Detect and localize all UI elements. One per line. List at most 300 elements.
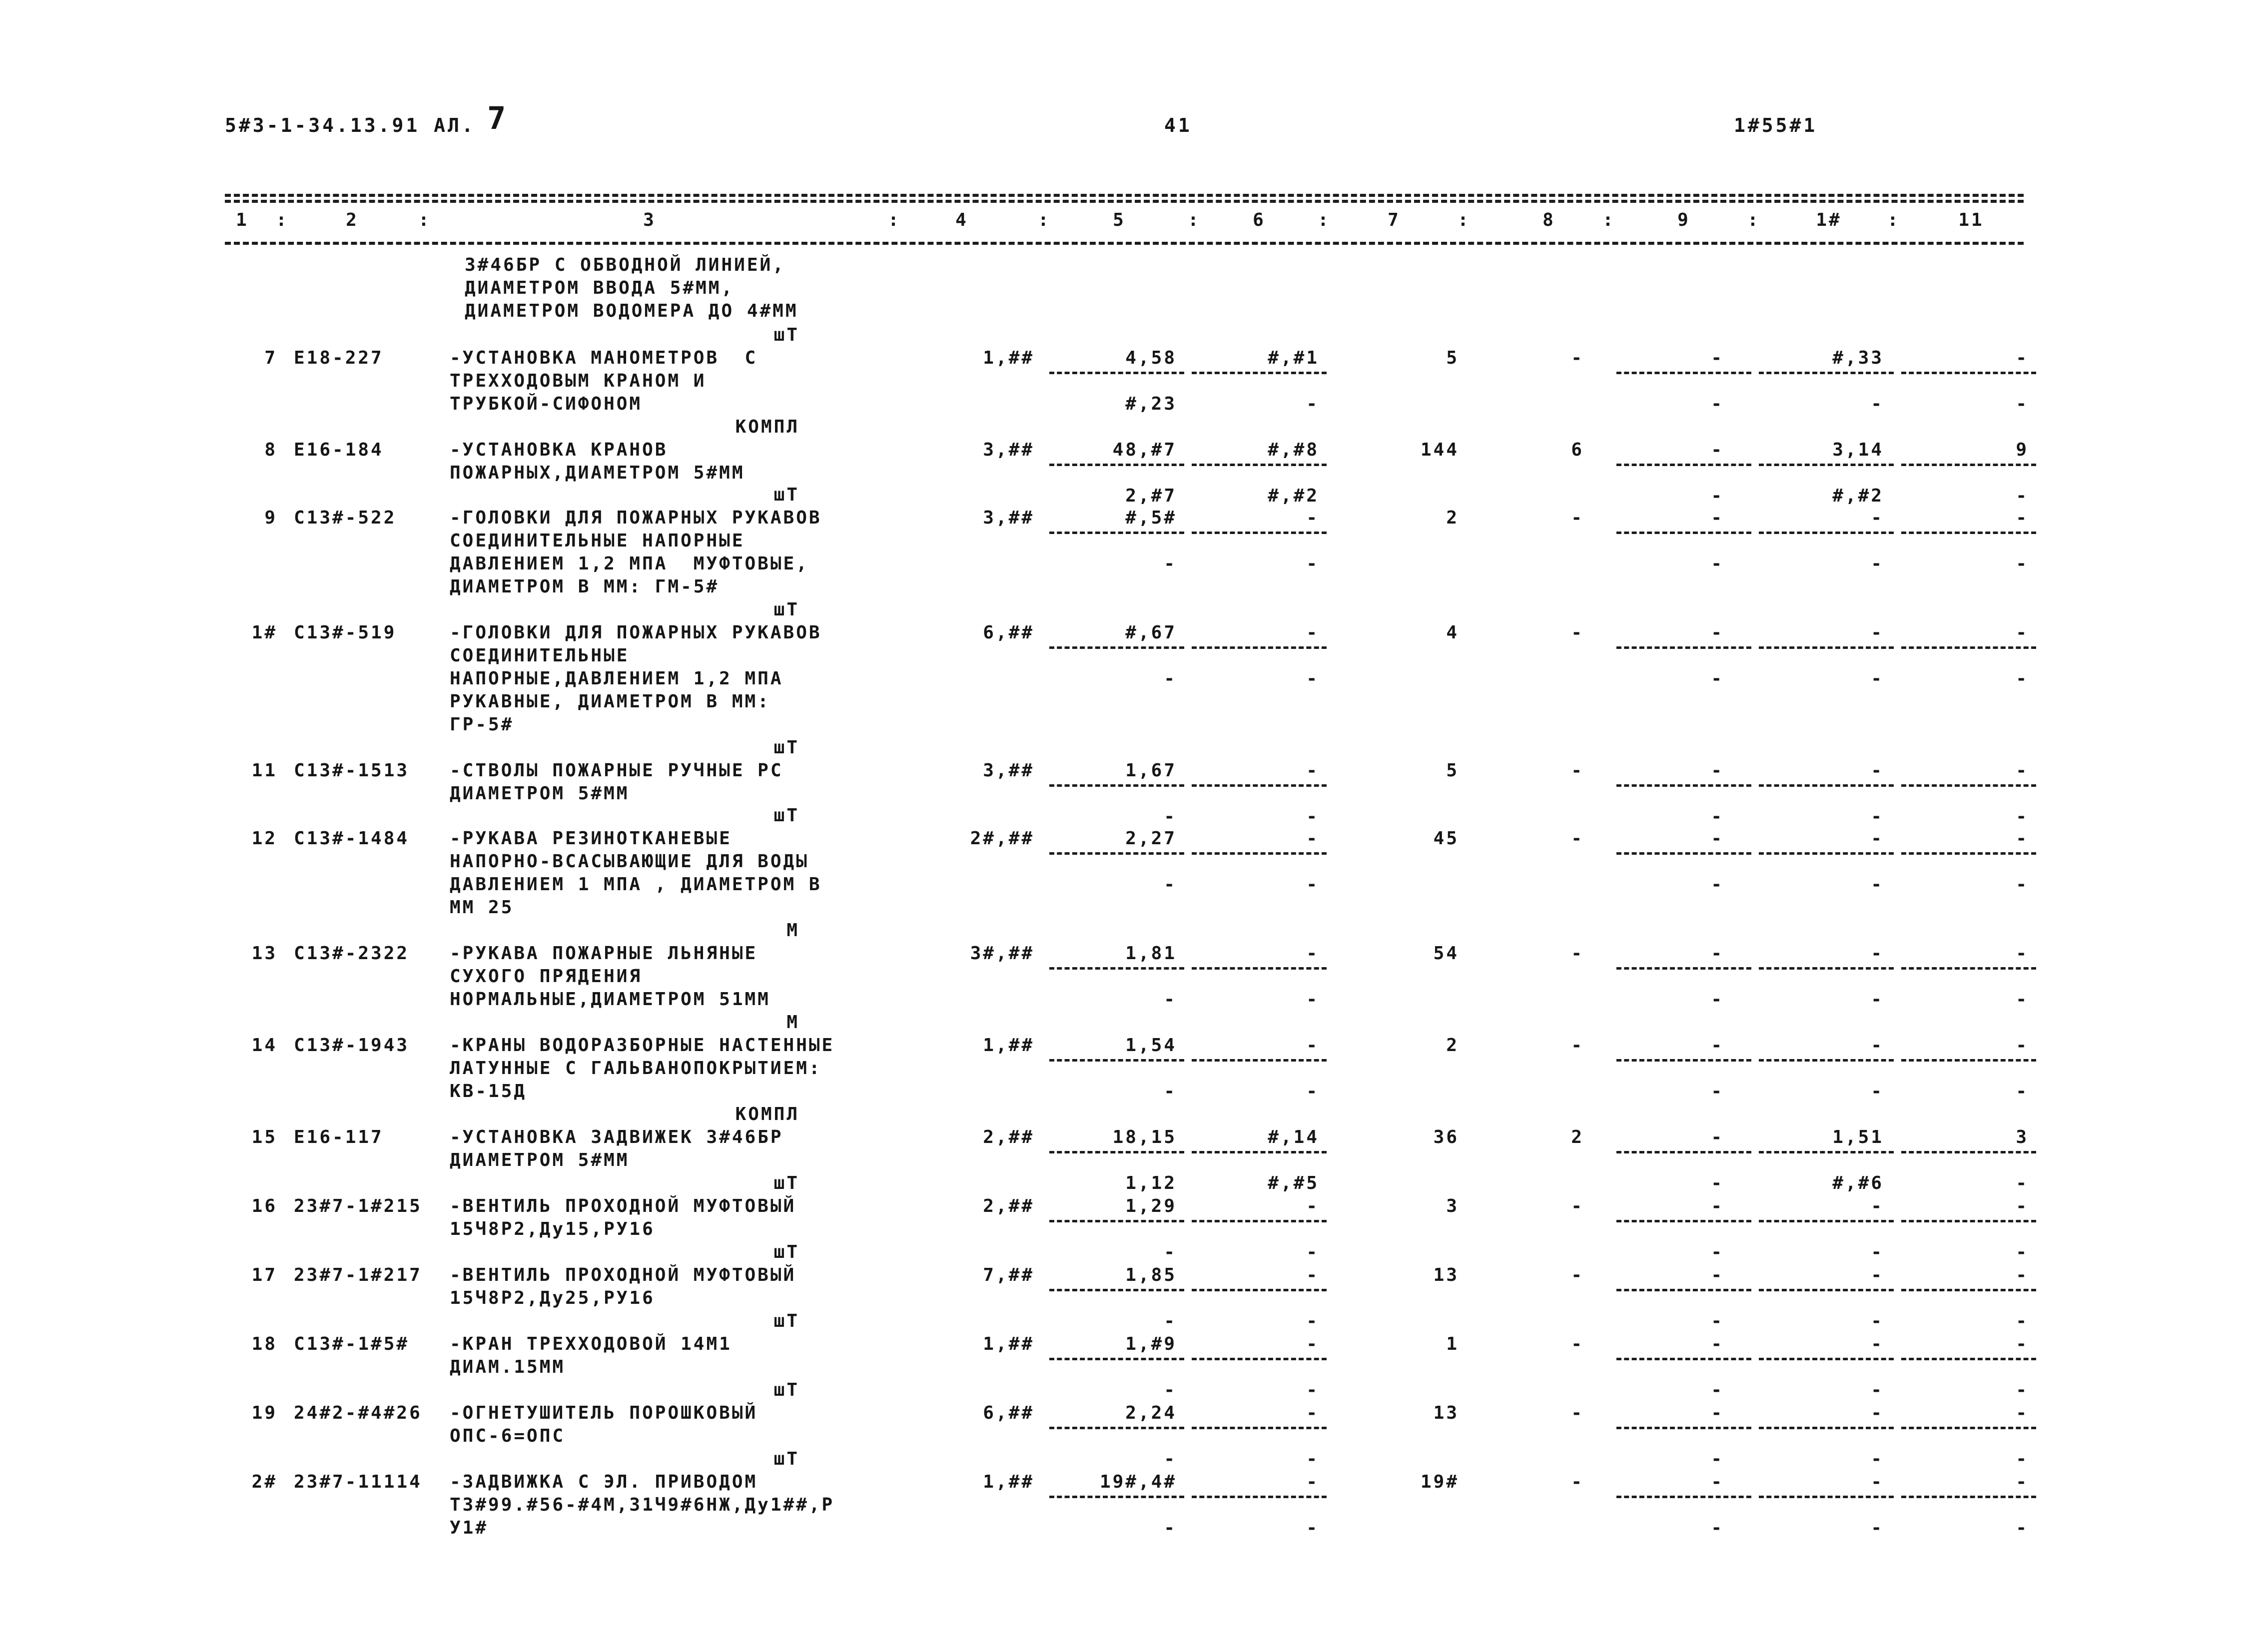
col9-value-second: - xyxy=(1711,486,1724,506)
col7-value: 3 xyxy=(1446,1196,1459,1216)
col6-value: - xyxy=(1306,1196,1319,1216)
item-description-line: РУКАВНЫЕ, ДИАМЕТРОМ В ММ: xyxy=(450,691,770,712)
column-separator: : xyxy=(418,210,431,230)
col10-value: - xyxy=(1871,1334,1884,1354)
norm-code: C13#-1484 xyxy=(294,828,410,849)
col10-value: - xyxy=(1871,1265,1884,1285)
col8-value: - xyxy=(1571,348,1584,368)
column-separator: : xyxy=(1458,210,1471,230)
col5-value-second: - xyxy=(1164,874,1177,895)
item-description-line: -УСТАНОВКА МАНОМЕТРОВ С xyxy=(450,348,758,368)
col6-value: - xyxy=(1306,622,1319,643)
col6-value-second: - xyxy=(1306,1380,1319,1400)
cell-separator xyxy=(1901,1059,2036,1062)
row-number: 18 xyxy=(251,1334,277,1354)
item-description-line: -ОГНЕТУШИТЕЛЬ ПОРОШКОВЫЙ xyxy=(450,1403,758,1423)
col6-value-second: - xyxy=(1306,1449,1319,1469)
column-header-7: 7 xyxy=(1388,210,1401,230)
cell-separator xyxy=(1616,464,1751,466)
col8-value: - xyxy=(1571,1265,1584,1285)
col5-value-second: - xyxy=(1164,668,1177,689)
column-header-5: 5 xyxy=(1113,210,1126,230)
cell-separator xyxy=(1759,1496,1894,1498)
col9-value-second: - xyxy=(1711,1242,1724,1262)
cell-separator xyxy=(1616,372,1751,374)
item-description-line: -РУКАВА ПОЖАРНЫЕ ЛЬНЯНЫЕ xyxy=(450,943,758,964)
unit-label: шТ xyxy=(773,805,799,826)
col9-value: - xyxy=(1711,1265,1724,1285)
cell-separator xyxy=(1616,1427,1751,1429)
row-number: 9 xyxy=(264,508,277,528)
col10-value-second: - xyxy=(1871,1242,1884,1262)
cell-separator xyxy=(1049,1427,1184,1429)
continuation-line: ДИАМЕТРОМ ВОДОМЕРА ДО 4#ММ xyxy=(465,301,798,321)
row-number: 7 xyxy=(264,348,277,368)
item-description-line: ТРЕХХОДОВЫМ КРАНОМ И xyxy=(450,371,707,391)
norm-code: E16-117 xyxy=(294,1127,384,1147)
col5-value-second: - xyxy=(1164,806,1177,827)
col9-value-second: - xyxy=(1711,668,1724,689)
col7-value: 1 xyxy=(1446,1334,1459,1354)
row-number: 15 xyxy=(251,1127,277,1147)
col11-value: - xyxy=(2016,622,2029,643)
cell-separator xyxy=(1616,1151,1751,1153)
cell-separator xyxy=(1759,1220,1894,1222)
item-description-line: ДАВЛЕНИЕМ 1 МПА , ДИАМЕТРОМ В xyxy=(450,874,822,895)
col11-value-second: - xyxy=(2016,1449,2029,1469)
cell-separator xyxy=(1901,1358,2036,1360)
row-number: 2# xyxy=(251,1472,277,1492)
norm-code: C13#-522 xyxy=(294,508,397,528)
quantity: 3,## xyxy=(983,508,1034,528)
col10-value: #,33 xyxy=(1832,348,1884,368)
col10-value: - xyxy=(1871,1196,1884,1216)
row-number: 17 xyxy=(251,1265,277,1285)
item-description-line: 15Ч8Р2,Ду25,РУ16 xyxy=(450,1288,655,1308)
item-description-line: ТРУБКОЙ-СИФОНОМ xyxy=(450,394,643,414)
cell-separator xyxy=(1901,1427,2036,1429)
item-description-line: ДИАМ.15ММ xyxy=(450,1357,566,1377)
cell-separator xyxy=(1192,967,1327,970)
norm-code: C13#-2322 xyxy=(294,943,410,964)
col5-value: 1,29 xyxy=(1125,1196,1177,1216)
col5-value-second: - xyxy=(1164,1380,1177,1400)
col9-value-second: - xyxy=(1711,989,1724,1010)
col5-value-second: - xyxy=(1164,1081,1177,1101)
col11-value: - xyxy=(2016,1472,2029,1492)
unit-label: КОМПЛ xyxy=(735,1104,799,1124)
col11-value: 9 xyxy=(2016,440,2029,460)
col5-value: 1,81 xyxy=(1125,943,1177,964)
unit-label: шТ xyxy=(773,1380,799,1400)
cell-separator xyxy=(1616,852,1751,855)
row-number: 16 xyxy=(251,1196,277,1216)
col8-value: - xyxy=(1571,1403,1584,1423)
col5-value: 1,#9 xyxy=(1125,1334,1177,1354)
doc-code: 5#3-1-34.13.91 АЛ. xyxy=(225,114,476,136)
column-header-9: 9 xyxy=(1677,210,1690,230)
col7-value: 36 xyxy=(1433,1127,1459,1147)
cell-separator xyxy=(1616,532,1751,534)
col5-value: #,5# xyxy=(1125,508,1177,528)
col7-value: 5 xyxy=(1446,760,1459,781)
col5-value-second: - xyxy=(1164,1518,1177,1538)
cell-separator xyxy=(1759,1151,1894,1153)
cell-separator xyxy=(1616,1496,1751,1498)
cell-separator xyxy=(1192,1151,1327,1153)
cell-separator xyxy=(1049,1151,1184,1153)
col6-value: #,14 xyxy=(1268,1127,1319,1147)
cell-separator xyxy=(1901,1289,2036,1291)
column-header-3: 3 xyxy=(643,210,656,230)
norm-code: C13#-1943 xyxy=(294,1035,410,1056)
col11-value: - xyxy=(2016,508,2029,528)
col5-value-second: #,23 xyxy=(1125,394,1177,414)
col11-value-second: - xyxy=(2016,668,2029,689)
col9-value: - xyxy=(1711,1196,1724,1216)
col5-value-second: - xyxy=(1164,989,1177,1010)
item-description-line: ДИАМЕТРОМ В ММ: ГМ-5# xyxy=(450,576,720,597)
cell-separator xyxy=(1759,464,1894,466)
cell-separator xyxy=(1192,372,1327,374)
col5-value: 1,85 xyxy=(1125,1265,1177,1285)
col10-value-second: - xyxy=(1871,1449,1884,1469)
item-description-line: ЛАТУННЫЕ С ГАЛЬВАНОПОКРЫТИЕМ: xyxy=(450,1058,822,1079)
item-description-line: Т3#99.#56-#4М,31Ч9#6НЖ,Ду1##,Р xyxy=(450,1495,835,1515)
table-top-rule xyxy=(225,194,2024,197)
col5-value: 1,67 xyxy=(1125,760,1177,781)
cell-separator xyxy=(1049,1289,1184,1291)
col10-value: - xyxy=(1871,760,1884,781)
col6-value-second: - xyxy=(1306,806,1319,827)
cell-separator xyxy=(1192,1496,1327,1498)
cell-separator xyxy=(1616,967,1751,970)
col6-value-second: - xyxy=(1306,1242,1319,1262)
col5-value: 4,58 xyxy=(1125,348,1177,368)
col9-value: - xyxy=(1711,943,1724,964)
col11-value: - xyxy=(2016,1265,2029,1285)
column-separator: : xyxy=(888,210,901,230)
cell-separator xyxy=(1192,1289,1327,1291)
col10-value: - xyxy=(1871,828,1884,849)
continuation-line: 3#46БР С ОБВОДНОЙ ЛИНИЕЙ, xyxy=(465,255,785,275)
col11-value-second: - xyxy=(2016,394,2029,414)
col7-value: 19# xyxy=(1420,1472,1459,1492)
cell-separator xyxy=(1616,646,1751,649)
column-separator: : xyxy=(1887,210,1900,230)
col7-value: 4 xyxy=(1446,622,1459,643)
item-description-line: СОЕДИНИТЕЛЬНЫЕ xyxy=(450,645,630,666)
item-description-line: -КРАН ТРЕХХОДОВОЙ 14М1 xyxy=(450,1334,732,1354)
col9-value: - xyxy=(1711,622,1724,643)
col9-value: - xyxy=(1711,348,1724,368)
cell-separator xyxy=(1759,784,1894,787)
item-description-line: ММ 25 xyxy=(450,897,514,918)
unit-label: шТ xyxy=(773,1173,799,1193)
col6-value: - xyxy=(1306,1403,1319,1423)
cell-separator xyxy=(1616,784,1751,787)
col6-value-second: #,#5 xyxy=(1268,1173,1319,1193)
col11-value-second: - xyxy=(2016,1518,2029,1538)
item-description-line: ОПС-6=ОПС xyxy=(450,1426,566,1446)
col7-value: 144 xyxy=(1420,440,1459,460)
item-description-line: У1# xyxy=(450,1518,489,1538)
item-description-line: НАПОРНО-ВСАСЫВАЮЩИЕ ДЛЯ ВОДЫ xyxy=(450,851,809,872)
continuation-line: ДИАМЕТРОМ ВВОДА 5#ММ, xyxy=(465,278,735,298)
col8-value: - xyxy=(1571,828,1584,849)
col5-value: 18,15 xyxy=(1112,1127,1177,1147)
col11-value: - xyxy=(2016,1035,2029,1056)
col11-value-second: - xyxy=(2016,486,2029,506)
col8-value: 6 xyxy=(1571,440,1584,460)
quantity: 2,## xyxy=(983,1127,1034,1147)
row-number: 1# xyxy=(251,622,277,643)
col11-value: - xyxy=(2016,943,2029,964)
norm-code: 23#7-1#217 xyxy=(294,1265,422,1285)
col5-value-second: - xyxy=(1164,553,1177,574)
item-description-line: -ВЕНТИЛЬ ПРОХОДНОЙ МУФТОВЫЙ xyxy=(450,1265,796,1285)
row-number: 19 xyxy=(251,1403,277,1423)
page-number: 41 xyxy=(1164,114,1192,136)
col11-value-second: - xyxy=(2016,874,2029,895)
item-description-line: ДАВЛЕНИЕМ 1,2 МПА МУФТОВЫЕ, xyxy=(450,553,809,574)
col5-value: 19#,4# xyxy=(1099,1472,1177,1492)
col6-value-second: - xyxy=(1306,1518,1319,1538)
col6-value: - xyxy=(1306,508,1319,528)
col11-value-second: - xyxy=(2016,1311,2029,1331)
col6-value-second: #,#2 xyxy=(1268,486,1319,506)
cell-separator xyxy=(1759,532,1894,534)
unit-label: шТ xyxy=(773,325,799,345)
row-number: 11 xyxy=(251,760,277,781)
row-number: 12 xyxy=(251,828,277,849)
cell-separator xyxy=(1759,1059,1894,1062)
col7-value: 54 xyxy=(1433,943,1459,964)
col11-value-second: - xyxy=(2016,1242,2029,1262)
col10-value: - xyxy=(1871,1403,1884,1423)
quantity: 3,## xyxy=(983,760,1034,781)
col11-value: - xyxy=(2016,1196,2029,1216)
column-separator: : xyxy=(1188,210,1201,230)
col9-value-second: - xyxy=(1711,1311,1724,1331)
norm-code: E18-227 xyxy=(294,348,384,368)
cell-separator xyxy=(1901,1151,2036,1153)
row-number: 8 xyxy=(264,440,277,460)
col8-value: - xyxy=(1571,1035,1584,1056)
col9-value-second: - xyxy=(1711,874,1724,895)
col10-value: 1,51 xyxy=(1832,1127,1884,1147)
column-separator: : xyxy=(276,210,289,230)
item-description-line: ДИАМЕТРОМ 5#ММ xyxy=(450,783,630,804)
cell-separator xyxy=(1759,852,1894,855)
cell-separator xyxy=(1901,784,2036,787)
quantity: 2,## xyxy=(983,1196,1034,1216)
col11-value-second: - xyxy=(2016,1173,2029,1193)
col11-value: - xyxy=(2016,348,2029,368)
col8-value: - xyxy=(1571,760,1584,781)
quantity: 6,## xyxy=(983,1403,1034,1423)
col10-value-second: - xyxy=(1871,1081,1884,1101)
cell-separator xyxy=(1901,1220,2036,1222)
col7-value: 13 xyxy=(1433,1265,1459,1285)
col6-value-second: - xyxy=(1306,874,1319,895)
cell-separator xyxy=(1192,1220,1327,1222)
cell-separator xyxy=(1759,967,1894,970)
col5-value: #,67 xyxy=(1125,622,1177,643)
col9-value: - xyxy=(1711,1472,1724,1492)
cell-separator xyxy=(1192,464,1327,466)
col6-value: - xyxy=(1306,1472,1319,1492)
col5-value-second: - xyxy=(1164,1449,1177,1469)
unit-label: шТ xyxy=(773,1449,799,1469)
col11-value: - xyxy=(2016,828,2029,849)
col9-value-second: - xyxy=(1711,1380,1724,1400)
cell-separator xyxy=(1616,1358,1751,1360)
cell-separator xyxy=(1049,532,1184,534)
column-header-1#: 1# xyxy=(1816,210,1842,230)
col7-value: 2 xyxy=(1446,1035,1459,1056)
col5-value: 2,27 xyxy=(1125,828,1177,849)
unit-label: шТ xyxy=(773,599,799,620)
col9-value: - xyxy=(1711,1035,1724,1056)
cell-separator xyxy=(1759,646,1894,649)
cell-separator xyxy=(1049,1220,1184,1222)
column-header-6: 6 xyxy=(1253,210,1266,230)
item-description-line: -ГОЛОВКИ ДЛЯ ПОЖАРНЫХ РУКАВОВ xyxy=(450,508,822,528)
col5-value-second: 2,#7 xyxy=(1125,486,1177,506)
cell-separator xyxy=(1049,852,1184,855)
item-description-line: СУХОГО ПРЯДЕНИЯ xyxy=(450,966,643,987)
column-header-11: 11 xyxy=(1958,210,1984,230)
col11-value: - xyxy=(2016,1334,2029,1354)
col6-value: #,#8 xyxy=(1268,440,1319,460)
cell-separator xyxy=(1049,1496,1184,1498)
column-separator: : xyxy=(1318,210,1331,230)
unit-label: КОМПЛ xyxy=(735,417,799,437)
item-description-line: СОЕДИНИТЕЛЬНЫЕ НАПОРНЫЕ xyxy=(450,531,745,551)
item-description-line: ПОЖАРНЫХ,ДИАМЕТРОМ 5#ММ xyxy=(450,463,745,483)
row-number: 13 xyxy=(251,943,277,964)
col6-value-second: - xyxy=(1306,668,1319,689)
col5-value: 2,24 xyxy=(1125,1403,1177,1423)
col10-value: 3,14 xyxy=(1832,440,1884,460)
item-description-line: ДИАМЕТРОМ 5#ММ xyxy=(450,1150,630,1170)
quantity: 2#,## xyxy=(970,828,1034,849)
col5-value-second: - xyxy=(1164,1242,1177,1262)
cell-separator xyxy=(1901,852,2036,855)
column-header-2: 2 xyxy=(346,210,359,230)
col6-value: #,#1 xyxy=(1268,348,1319,368)
col6-value: - xyxy=(1306,760,1319,781)
cell-separator xyxy=(1759,372,1894,374)
cell-separator xyxy=(1616,1059,1751,1062)
col9-value: - xyxy=(1711,1334,1724,1354)
col5-value-second: - xyxy=(1164,1311,1177,1331)
item-description-line: -ВЕНТИЛЬ ПРОХОДНОЙ МУФТОВЫЙ xyxy=(450,1196,796,1216)
cell-separator xyxy=(1759,1289,1894,1291)
col11-value-second: - xyxy=(2016,989,2029,1010)
col8-value: - xyxy=(1571,1196,1584,1216)
item-description-line: -УСТАНОВКА ЗАДВИЖЕК 3#46БР xyxy=(450,1127,783,1147)
col9-value: - xyxy=(1711,760,1724,781)
cell-separator xyxy=(1901,967,2036,970)
col10-value: - xyxy=(1871,1035,1884,1056)
column-separator: : xyxy=(1747,210,1760,230)
col8-value: - xyxy=(1571,622,1584,643)
col6-value-second: - xyxy=(1306,1311,1319,1331)
cell-separator xyxy=(1192,1427,1327,1429)
col9-value-second: - xyxy=(1711,394,1724,414)
quantity: 1,## xyxy=(983,1472,1034,1492)
cell-separator xyxy=(1049,967,1184,970)
col9-value-second: - xyxy=(1711,1449,1724,1469)
col11-value: - xyxy=(2016,760,2029,781)
column-header-1: 1 xyxy=(236,210,249,230)
cell-separator xyxy=(1901,372,2036,374)
unit-label: М xyxy=(786,920,799,941)
quantity: 6,## xyxy=(983,622,1034,643)
item-description-line: -КРАНЫ ВОДОРАЗБОРНЫЕ НАСТЕННЫЕ xyxy=(450,1035,835,1056)
column-separator: : xyxy=(1602,210,1615,230)
col5-value-second: 1,12 xyxy=(1125,1173,1177,1193)
col11-value: - xyxy=(2016,1403,2029,1423)
col6-value-second: - xyxy=(1306,1081,1319,1101)
quantity: 7,## xyxy=(983,1265,1034,1285)
col10-value-second: - xyxy=(1871,1518,1884,1538)
unit-label: шТ xyxy=(773,485,799,505)
album-number: 7 xyxy=(487,100,508,136)
col6-value: - xyxy=(1306,1035,1319,1056)
col5-value: 1,54 xyxy=(1125,1035,1177,1056)
cell-separator xyxy=(1049,1358,1184,1360)
cell-separator xyxy=(1901,464,2036,466)
col10-value-second: - xyxy=(1871,553,1884,574)
cell-separator xyxy=(1049,646,1184,649)
cell-separator xyxy=(1192,646,1327,649)
col10-value-second: #,#6 xyxy=(1832,1173,1884,1193)
cell-separator xyxy=(1759,1427,1894,1429)
col10-value: - xyxy=(1871,508,1884,528)
norm-code: 23#7-1#215 xyxy=(294,1196,422,1216)
col7-value: 45 xyxy=(1433,828,1459,849)
item-description-line: НОРМАЛЬНЫЕ,ДИАМЕТРОМ 51ММ xyxy=(450,989,770,1010)
cell-separator xyxy=(1192,1059,1327,1062)
cell-separator xyxy=(1049,1059,1184,1062)
col7-value: 13 xyxy=(1433,1403,1459,1423)
column-header-8: 8 xyxy=(1542,210,1555,230)
col8-value: - xyxy=(1571,1334,1584,1354)
norm-code: 23#7-11114 xyxy=(294,1472,422,1492)
norm-code: C13#-1513 xyxy=(294,760,410,781)
col10-value-second: - xyxy=(1871,989,1884,1010)
col10-value-second: - xyxy=(1871,806,1884,827)
quantity: 1,## xyxy=(983,1334,1034,1354)
col10-value-second: - xyxy=(1871,874,1884,895)
cell-separator xyxy=(1192,532,1327,534)
col8-value: - xyxy=(1571,943,1584,964)
col8-value: 2 xyxy=(1571,1127,1584,1147)
col11-value: 3 xyxy=(2016,1127,2029,1147)
item-description-line: -ЗАДВИЖКА С ЭЛ. ПРИВОДОМ xyxy=(450,1472,758,1492)
col10-value-second: - xyxy=(1871,1311,1884,1331)
cell-separator xyxy=(1049,784,1184,787)
cell-separator xyxy=(1049,372,1184,374)
col6-value: - xyxy=(1306,828,1319,849)
quantity: 3,## xyxy=(983,440,1034,460)
unit-label: шТ xyxy=(773,1311,799,1331)
table-header-rule xyxy=(225,242,2024,245)
col6-value-second: - xyxy=(1306,989,1319,1010)
